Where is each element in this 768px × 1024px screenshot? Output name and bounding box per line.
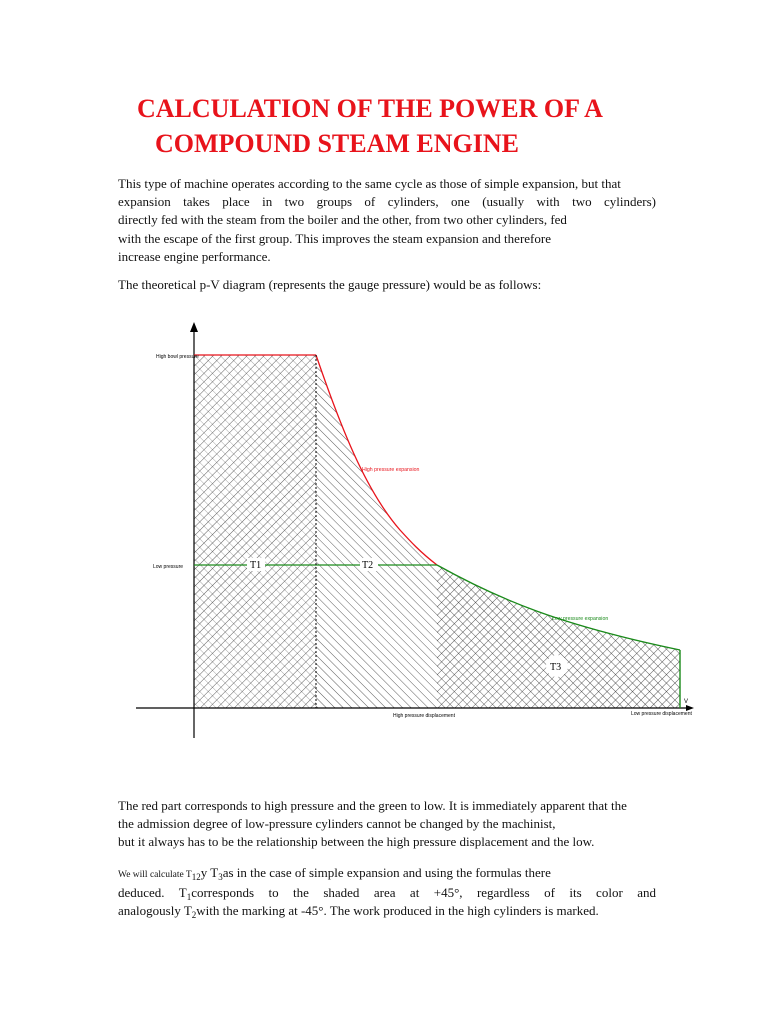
low-expansion-label: Low pressure expansion [552, 616, 609, 622]
t2-label: T2 [362, 560, 374, 571]
intro-line: expansion takes place in two groups of cylinders, one (usually with two cylinders) [118, 194, 656, 210]
intro-line: This type of machine operates according to the same cycle as those of simple expansion, but that [118, 176, 621, 191]
colors-line: the admission degree of low-pressure cylinders cannot be changed by the machinist, [118, 816, 556, 832]
calc-line-3: analogously $T_2with$ the marking at -45°. The work produced in the high cylinders is marked. [118, 903, 599, 921]
t1-t2-cross-hatched-area [194, 355, 316, 708]
colors-line: but it always has to be the relationship between the high pressure displacement and the low. [118, 834, 595, 850]
calc-line-1: We will calculate $T_{12}y$ $T_3as$ in the case of simple expansion and using the formulas there [118, 865, 551, 882]
low-pressure-label: Low pressure [153, 564, 184, 570]
high-displacement-label: High pressure displacement [393, 713, 455, 719]
title-line-1: CALCULATION OF THE POWER OF A [137, 94, 603, 123]
colors-paragraph [118, 797, 656, 852]
calculation-paragraph [118, 864, 656, 921]
low-displacement-label: Low pressure displacement [631, 711, 692, 717]
high-expansion-label: High pressure expansion [362, 467, 420, 473]
t1-label: T1 [250, 560, 262, 571]
high-pressure-label: High bowl pressure [156, 354, 199, 360]
intro-line: directly fed with the steam from the boiler and the other, from two other cylinders, fed [118, 212, 567, 228]
calc-line-2: deduced. $T_1corresponds$ to the shaded area at +45°, regardless of its color and [118, 885, 656, 903]
t2-hatched-area [316, 355, 437, 708]
t3-hatched-area-cross [437, 565, 680, 708]
v-axis-label: V [684, 699, 689, 705]
p-axis-arrow-icon [190, 322, 198, 332]
intro-line: increase engine performance. [118, 248, 271, 264]
intro-line: with the escape of the first group. This improves the steam expansion and therefore [118, 230, 551, 246]
colors-line: The red part corresponds to high pressure and the green to low. It is immediately apparent that the [118, 798, 627, 813]
t3-label: T3 [550, 662, 562, 673]
diagram-intro-text: The theoretical p-V diagram (represents the gauge pressure) would be as follows: [118, 277, 542, 292]
title-line-2: COMPOUND STEAM ENGINE [155, 129, 520, 158]
